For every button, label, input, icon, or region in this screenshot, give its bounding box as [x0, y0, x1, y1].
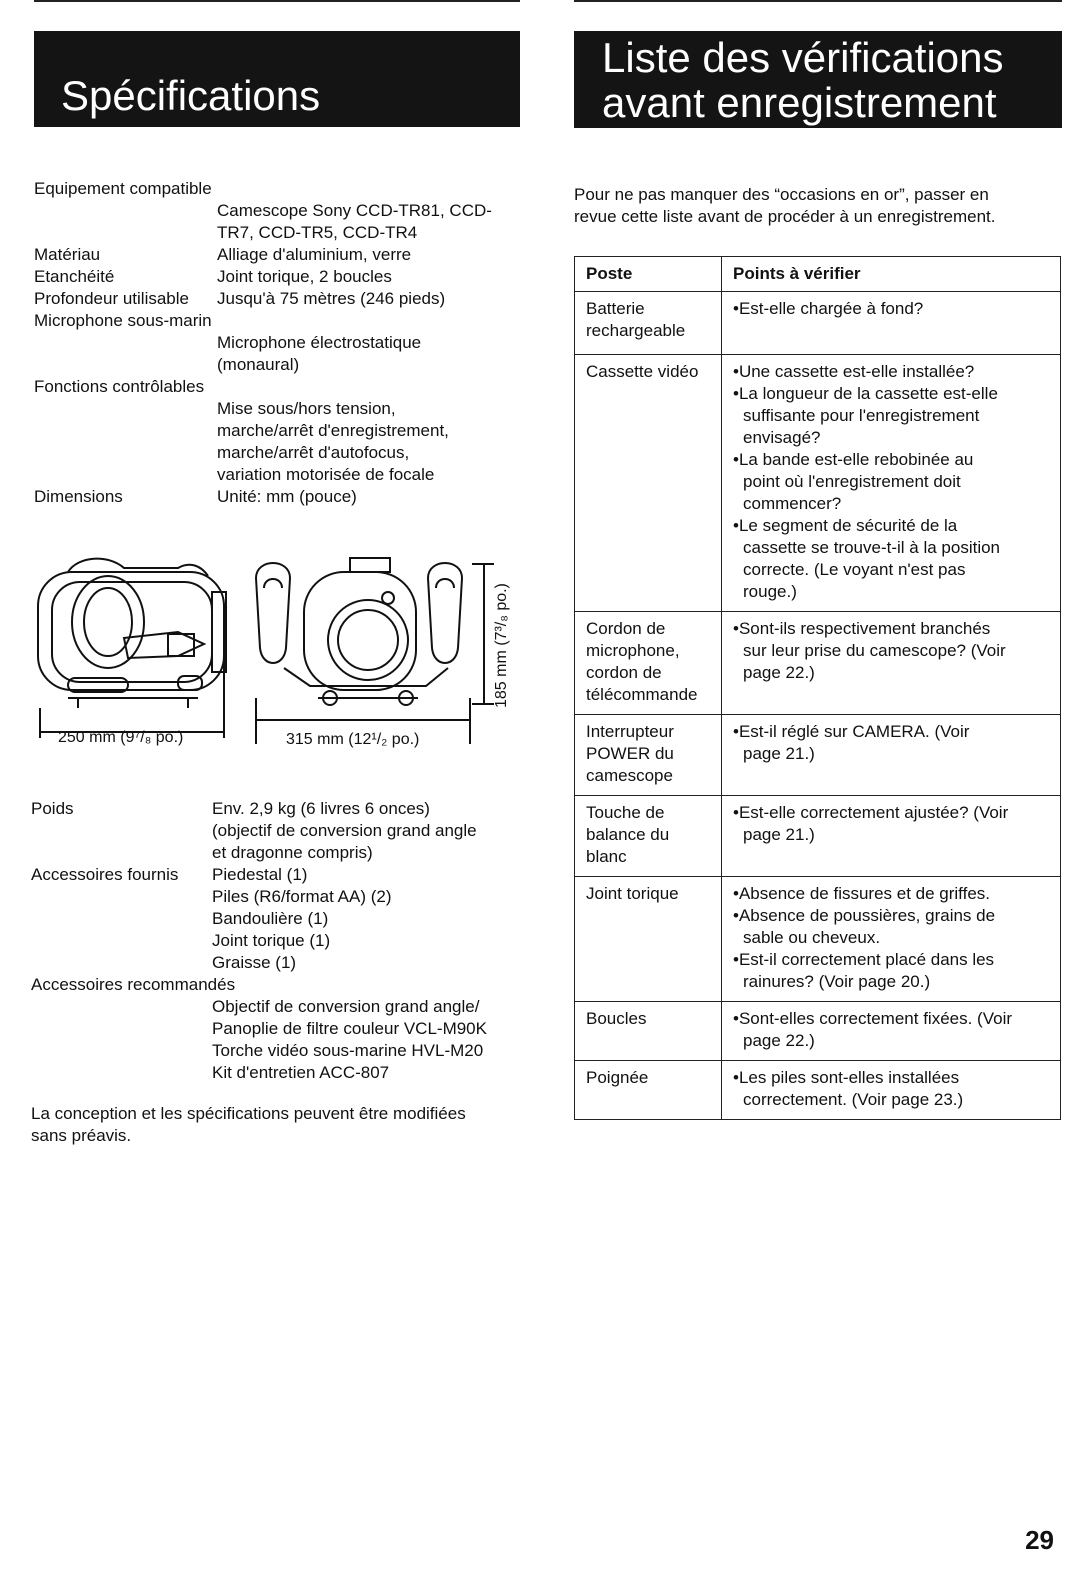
checklist-title-line1: Liste des vérifications	[602, 34, 1004, 81]
spec-value-line: (objectif de conversion grand angle	[212, 821, 477, 840]
point-line: point où l'enregistrement doit	[743, 472, 961, 491]
row-item	[575, 1002, 722, 1061]
intro-line: revue cette liste avant de procéder à un enregistrement.	[574, 207, 996, 226]
spec-value-line: TR7, CCD-TR5, CCD-TR4	[217, 223, 418, 242]
spec-value-line: (monaural)	[217, 355, 300, 374]
row-points	[722, 355, 1061, 612]
note-line: La conception et les spécifications peuvent être modifiées	[31, 1104, 466, 1123]
top-rule-right	[574, 0, 1062, 2]
page-number: 29	[1025, 1525, 1054, 1555]
spec-value-line: Torche vidéo sous-marine HVL-M20	[212, 1041, 484, 1060]
housing-dimension-drawing	[28, 548, 528, 760]
spec-value-line: Bandoulière (1)	[212, 909, 329, 928]
point-line: •Est-elle chargée à fond?	[733, 299, 924, 318]
row-item	[575, 796, 722, 877]
point-line: correctement. (Voir page 23.)	[743, 1090, 964, 1109]
spec-label: Matériau	[34, 245, 101, 264]
point-line: •Absence de poussières, grains de	[733, 906, 996, 925]
point-line: rouge.)	[743, 582, 797, 601]
item-line: rechargeable	[586, 321, 686, 340]
point-line: •Une cassette est-elle installée?	[733, 362, 975, 381]
item-line: camescope	[586, 766, 673, 785]
intro-line: Pour ne pas manquer des “occasions en or”, passer en	[574, 185, 989, 204]
spec-value-line: Graisse (1)	[212, 953, 297, 972]
row-points	[722, 292, 1061, 355]
width-dimension-label: 250 mm (9⁷/₈ po.)	[58, 729, 184, 746]
spec-label: Poids	[31, 799, 74, 818]
header-item: Poste	[575, 257, 722, 292]
spec-value-line: marche/arrêt d'autofocus,	[217, 443, 410, 462]
spec-value	[217, 288, 445, 310]
spec-value-line: Panoplie de filtre couleur VCL-M90K	[212, 1019, 487, 1038]
item-line: cordon de	[586, 663, 662, 682]
spec-label: Dimensions	[34, 487, 123, 506]
spec-value	[212, 798, 477, 864]
spec-value-line: Joint torique, 2 boucles	[217, 267, 392, 286]
point-line: •Absence de fissures et de griffes.	[733, 884, 991, 903]
table-row	[575, 292, 1061, 355]
checklist-title-line2: avant enregistrement	[602, 79, 997, 126]
spec-value-line: Jusqu'à 75 mètres (246 pieds)	[217, 289, 446, 308]
spec-value	[217, 398, 449, 486]
item-line: Joint torique	[586, 884, 679, 903]
point-line: envisagé?	[743, 428, 821, 447]
spec-value-line: Objectif de conversion grand angle/	[212, 997, 480, 1016]
row-points	[722, 715, 1061, 796]
note-line: sans préavis.	[31, 1126, 132, 1145]
point-line: •Est-il correctement placé dans les	[733, 950, 995, 969]
point-line: •La bande est-elle rebobinée au	[733, 450, 974, 469]
row-item	[575, 715, 722, 796]
point-line: •Est-elle correctement ajustée? (Voir	[733, 803, 1009, 822]
spec-value	[217, 244, 411, 266]
point-line: correcte. (Le voyant n'est pas	[743, 560, 966, 579]
table-row	[575, 715, 1061, 796]
spec-label: Etanchéité	[34, 267, 115, 286]
table-row	[575, 355, 1061, 612]
spec-value-line: Piles (R6/format AA) (2)	[212, 887, 392, 906]
spec-label: Microphone sous-marin	[34, 311, 212, 330]
spec-value	[212, 996, 487, 1084]
point-line: suffisante pour l'enregistrement	[743, 406, 980, 425]
spec-label: Accessoires fournis	[31, 865, 179, 884]
table-header-row	[575, 257, 1061, 292]
item-line: Batterie	[586, 299, 645, 318]
specifications-title: Spécifications	[61, 72, 321, 119]
disclaimer-note	[31, 1103, 466, 1147]
item-line: microphone,	[586, 641, 680, 660]
item-line: balance du	[586, 825, 670, 844]
length-dimension-label: 315 mm (12¹/₂ po.)	[286, 731, 420, 748]
spec-value-line: Kit d'entretien ACC-807	[212, 1063, 390, 1082]
point-line: page 22.)	[743, 663, 815, 682]
top-rule-left	[34, 0, 520, 2]
row-item	[575, 355, 722, 612]
spec-value-line: et dragonne compris)	[212, 843, 373, 862]
row-points	[722, 1061, 1061, 1120]
checklist-title-banner	[574, 31, 1062, 128]
spec-value	[217, 200, 492, 244]
point-line: rainures? (Voir page 20.)	[743, 972, 931, 991]
spec-value-line: Piedestal (1)	[212, 865, 308, 884]
row-points	[722, 1002, 1061, 1061]
row-item	[575, 292, 722, 355]
spec-value-line: Mise sous/hors tension,	[217, 399, 396, 418]
item-line: Cassette vidéo	[586, 362, 699, 381]
specifications-title-banner	[34, 31, 520, 127]
spec-value-line: marche/arrêt d'enregistrement,	[217, 421, 449, 440]
item-line: Touche de	[586, 803, 665, 822]
row-item	[575, 612, 722, 715]
point-line: commencer?	[743, 494, 842, 513]
checklist-table	[574, 256, 1061, 1120]
point-line: page 21.)	[743, 744, 815, 763]
spec-value-line: Env. 2,9 kg (6 livres 6 onces)	[212, 799, 430, 818]
item-line: télécommande	[586, 685, 698, 704]
point-line: sable ou cheveux.	[743, 928, 881, 947]
table-row	[575, 796, 1061, 877]
point-line: sur leur prise du camescope? (Voir	[743, 641, 1006, 660]
housing-front-view	[256, 558, 494, 744]
point-line: •Est-il réglé sur CAMERA. (Voir	[733, 722, 970, 741]
spec-value	[217, 332, 421, 376]
spec-label: Profondeur utilisable	[34, 289, 189, 308]
point-line: page 22.)	[743, 1031, 815, 1050]
item-line: Boucles	[586, 1009, 647, 1028]
row-points	[722, 612, 1061, 715]
item-line: Interrupteur	[586, 722, 674, 741]
housing-side-view	[38, 559, 226, 738]
spec-value-line: Alliage d'aluminium, verre	[217, 245, 412, 264]
spec-value-line: variation motorisée de focale	[217, 465, 435, 484]
table-row	[575, 877, 1061, 1002]
row-item	[575, 877, 722, 1002]
spec-value	[217, 486, 357, 508]
header-points: Points à vérifier	[722, 257, 1061, 292]
point-line: •Sont-ils respectivement branchés	[733, 619, 991, 638]
point-line: cassette se trouve-t-il à la position	[743, 538, 1001, 557]
row-points	[722, 877, 1061, 1002]
point-line: •Le segment de sécurité de la	[733, 516, 958, 535]
spec-value-line: Unité: mm (pouce)	[217, 487, 357, 506]
row-points	[722, 796, 1061, 877]
item-line: blanc	[586, 847, 627, 866]
table-row	[575, 1002, 1061, 1061]
spec-value-line: Joint torique (1)	[212, 931, 331, 950]
point-line: page 21.)	[743, 825, 815, 844]
item-line: Poignée	[586, 1068, 649, 1087]
checklist-intro	[574, 184, 995, 228]
row-item	[575, 1061, 722, 1120]
spec-label: Equipement compatible	[34, 179, 212, 198]
height-dimension-label: 185 mm (7³/₈ po.)	[493, 583, 510, 708]
spec-label: Fonctions contrôlables	[34, 377, 205, 396]
spec-value-line: Microphone électrostatique	[217, 333, 422, 352]
item-line: POWER du	[586, 744, 674, 763]
point-line: •Les piles sont-elles installées	[733, 1068, 960, 1087]
spec-value	[212, 864, 392, 974]
point-line: •La longueur de la cassette est-elle	[733, 384, 998, 403]
item-line: Cordon de	[586, 619, 666, 638]
spec-value	[217, 266, 392, 288]
table-row	[575, 1061, 1061, 1120]
spec-value-line: Camescope Sony CCD-TR81, CCD-	[217, 201, 492, 220]
point-line: •Sont-elles correctement fixées. (Voir	[733, 1009, 1013, 1028]
spec-label: Accessoires recommandés	[31, 975, 236, 994]
table-row	[575, 612, 1061, 715]
